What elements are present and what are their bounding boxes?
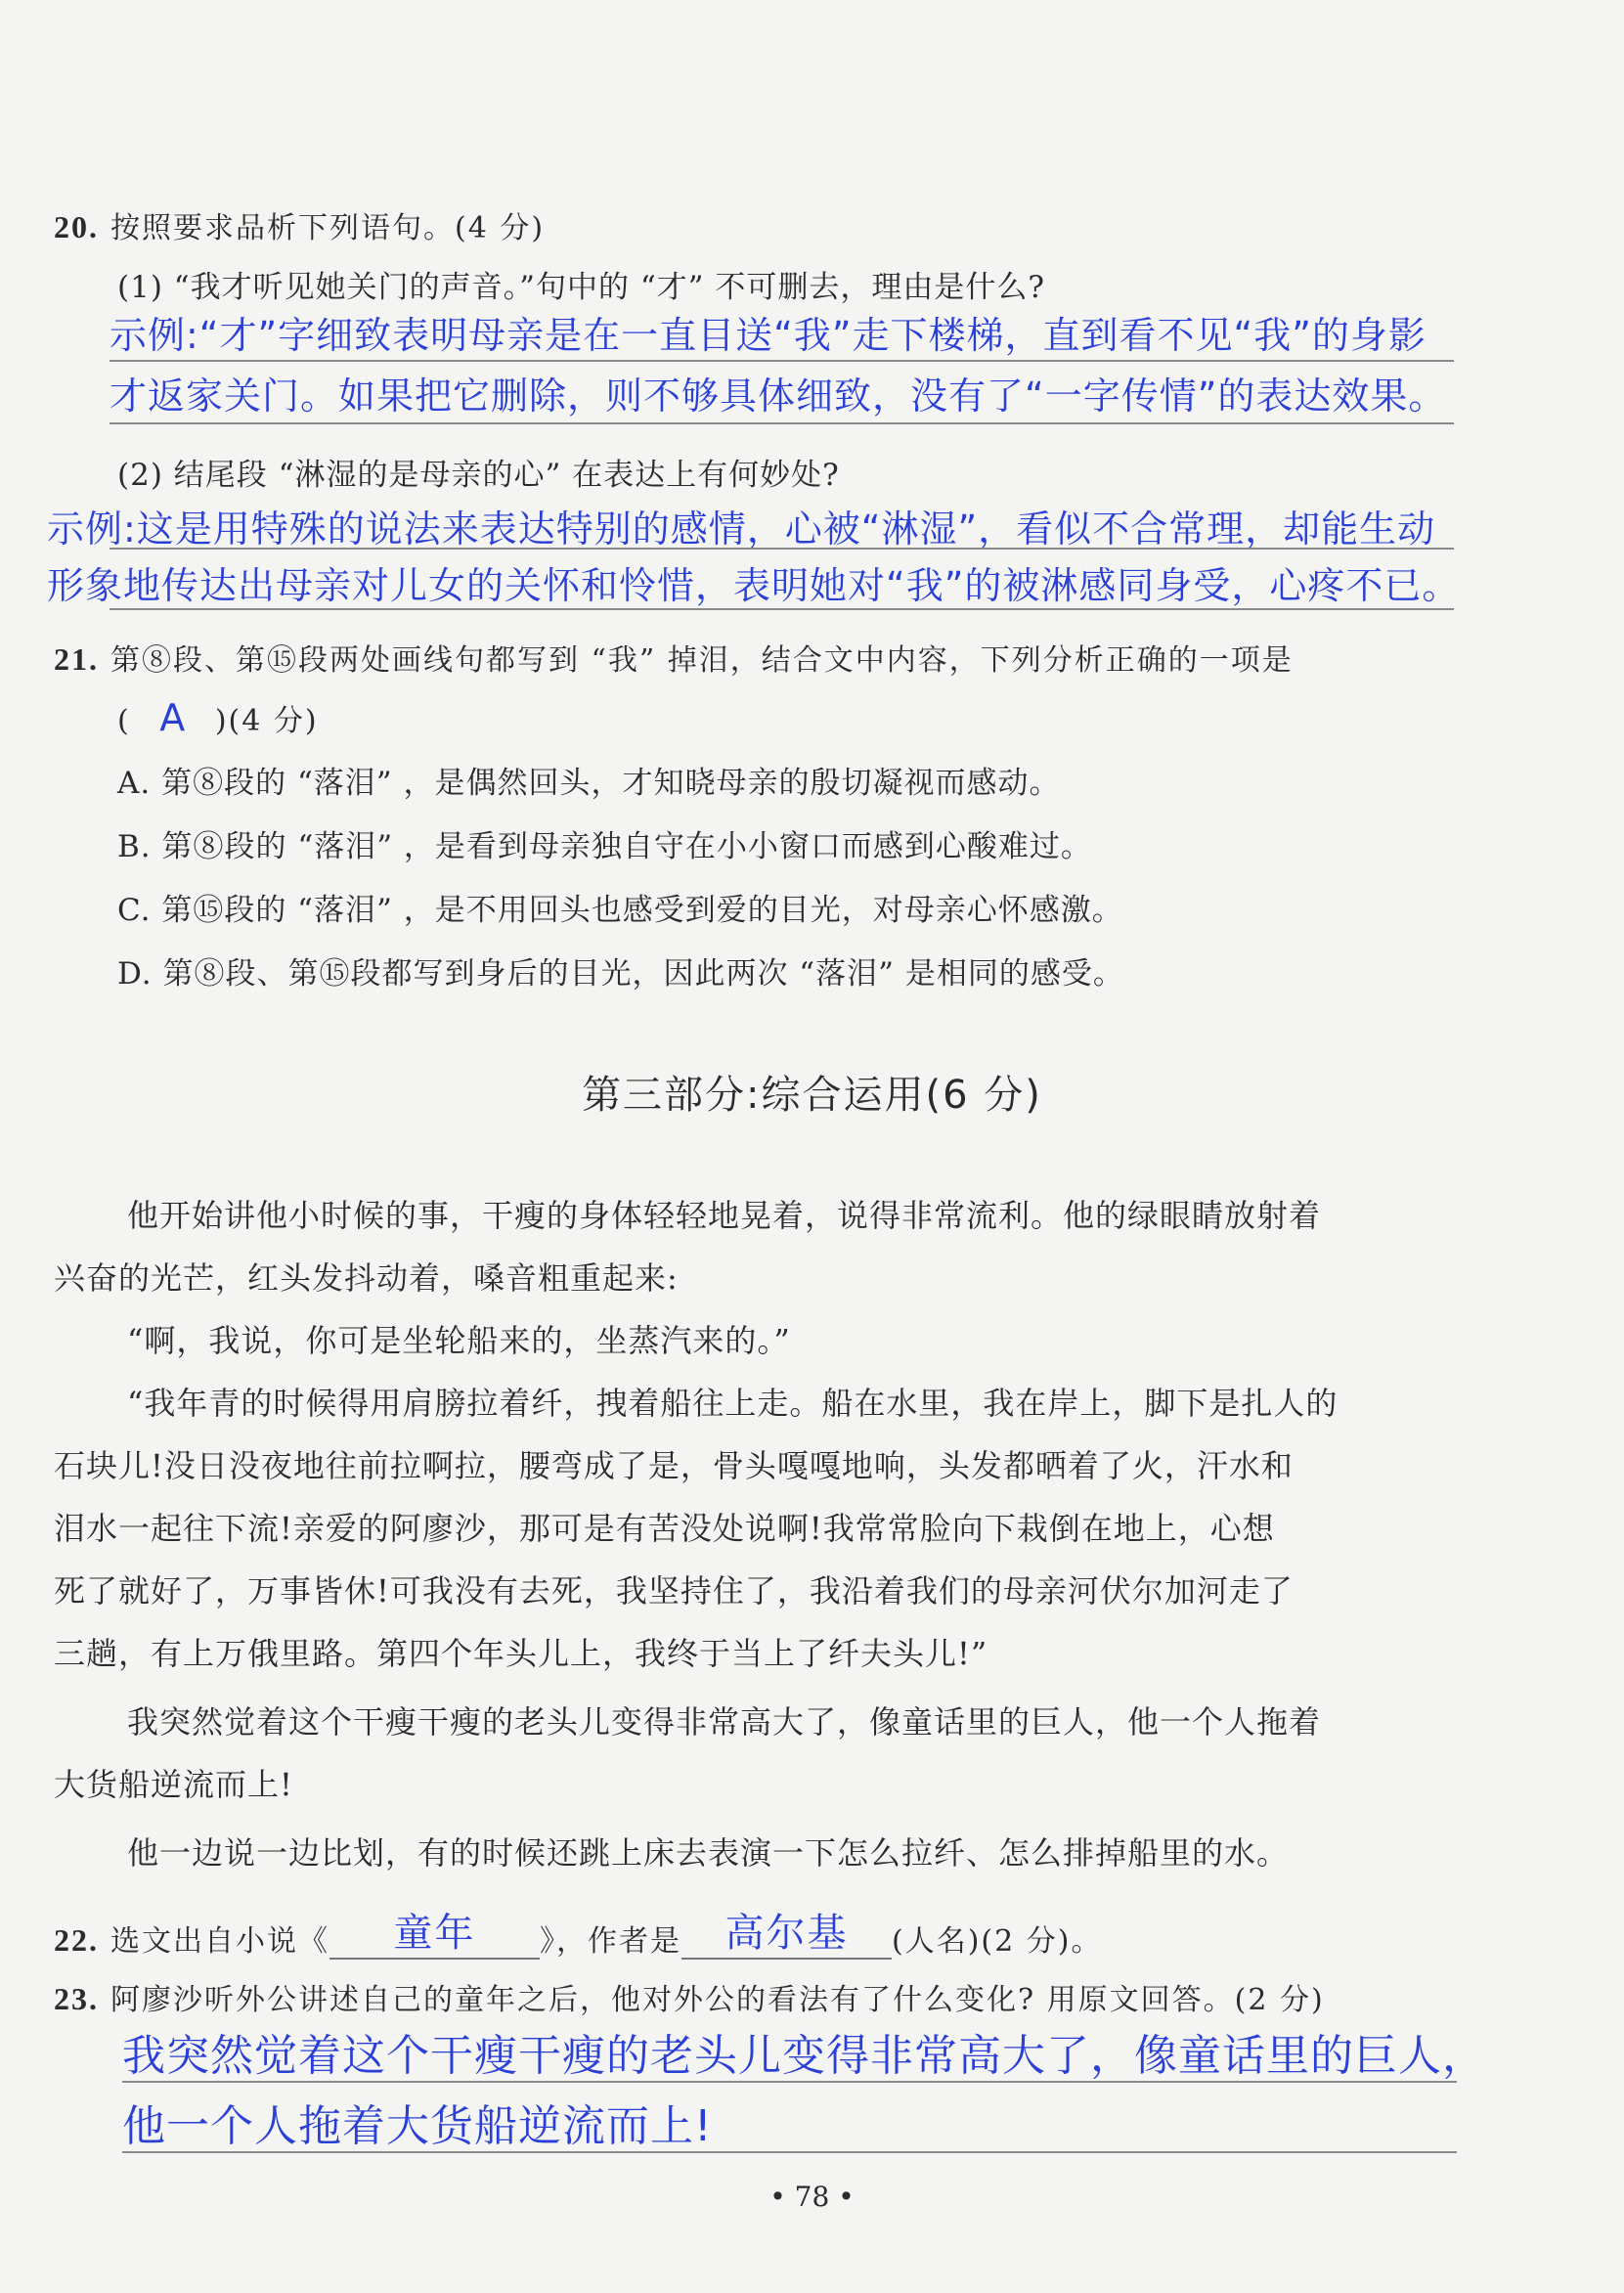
q20-answer1-line1: 示例:“才”字细致表明母亲是在一直目送“我”走下楼梯，直到看不见“我”的身影 (110, 314, 1426, 357)
q23-stem (54, 1975, 1325, 2018)
q21-answer: A (159, 696, 187, 739)
q21-number: 21. (54, 641, 99, 677)
passage-line: 我突然觉着这个干瘦干瘦的老头儿变得非常高大了，像童话里的巨人，他一个人拖着 (127, 1703, 1322, 1741)
q21-option-c: C. 第⑮段的 “落泪” ，是不用回头也感受到爱的目光，对母亲心怀感激。 (117, 893, 1123, 928)
q20-answer2-line1: 示例:这是用特殊的说法来表达特别的感情，心被“淋湿”，看似不合常理，却能生动 (47, 507, 1436, 551)
q20-stem-text: 按照要求品析下列语句。(4 分) (110, 211, 546, 245)
q23-stem-text: 阿廖沙听外公讲述自己的童年之后，他对外公的看法有了什么变化? 用原文回答。(2 分) (110, 1983, 1325, 2017)
q22-text-b: 》，作者是 (540, 1924, 681, 1959)
q22-blank-author (681, 1902, 892, 1960)
q22-text-c: (人名)(2 分)。 (892, 1924, 1103, 1959)
passage-line: 石块儿!没日没夜地往前拉啊拉，腰弯成了是，骨头嘎嘎地响，头发都晒着了火，汗水和 (54, 1447, 1294, 1484)
q21-option-d: D. 第⑧段、第⑮段都写到身后的目光，因此两次 “落泪” 是相同的感受。 (117, 956, 1124, 992)
q23-answer-line1: 我突然觉着这个干瘦干瘦的老头儿变得非常高大了，像童话里的巨人， (122, 2031, 1486, 2081)
passage-line: 泪水一起往下流!亲爱的阿廖沙，那可是有苦没处说啊!我常常脸向下栽倒在地上，心想 (54, 1510, 1275, 1547)
q21-stem-text: 第⑧段、第⑮段两处画线句都写到 “我” 掉泪，结合文中内容，下列分析正确的一项是 (110, 643, 1294, 678)
passage-line: 大货船逆流而上! (54, 1766, 293, 1803)
section-title: 第三部分:综合运用(6 分) (582, 1073, 1042, 1118)
q21-answer-slot (117, 696, 319, 739)
paren-close: )(4 分) (214, 704, 319, 738)
passage-line: 三趟，有上万俄里路。第四个年头儿上，我终于当上了纤夫头儿!” (54, 1635, 988, 1672)
answer-line (110, 608, 1454, 610)
q20-sub2: (2) 结尾段 “淋湿的是母亲的心” 在表达上有何妙处? (117, 458, 840, 493)
answer-line (122, 2081, 1457, 2083)
q22 (54, 1902, 1102, 1960)
answer-line (110, 548, 1454, 550)
paren-open: ( (117, 704, 131, 738)
passage-line: 兴奋的光芒，红头发抖动着，嗓音粗重起来: (54, 1259, 679, 1297)
q20-number: 20. (54, 209, 99, 244)
q22-answer-title: 童年 (393, 1911, 476, 1956)
q20-stem (54, 203, 545, 246)
answer-line (122, 2151, 1457, 2153)
q22-answer-author: 高尔基 (724, 1911, 849, 1956)
answer-line (110, 422, 1454, 424)
q20-answer2-line2: 形象地传达出母亲对儿女的关怀和怜惜，表明她对“我”的被淋感同身受，心疼不已。 (47, 564, 1461, 607)
q22-text-a: 选文出自小说《 (110, 1924, 329, 1959)
q21-option-a: A. 第⑧段的 “落泪” ，是偶然回头，才知晓母亲的殷切凝视而感动。 (117, 766, 1061, 801)
passage-line: “我年青的时候得用肩膀拉着纤，拽着船往上走。船在水里，我在岸上，脚下是扎人的 (127, 1385, 1339, 1422)
q20-sub1: (1) “我才听见她关门的声音。”句中的 “才” 不可删去，理由是什么? (117, 270, 1045, 305)
q22-number: 22. (54, 1922, 99, 1958)
passage-line: “啊，我说，你可是坐轮船来的，坐蒸汽来的。” (127, 1322, 791, 1359)
q22-blank-title (329, 1902, 540, 1960)
q21-stem (54, 636, 1294, 679)
passage-line: 他开始讲他小时候的事，干瘦的身体轻轻地晃着，说得非常流利。他的绿眼睛放射着 (127, 1197, 1322, 1234)
passage-line: 死了就好了，万事皆休!可我没有去死，我坚持住了，我沿着我们的母亲河伏尔加河走了 (54, 1572, 1294, 1610)
q23-number: 23. (54, 1981, 99, 2016)
passage-line: 他一边说一边比划，有的时候还跳上床去表演一下怎么拉纤、怎么排掉船里的水。 (127, 1834, 1290, 1872)
q21-option-b: B. 第⑧段的 “落泪” ，是看到母亲独自守在小小窗口而感到心酸难过。 (117, 829, 1092, 864)
q20-answer1-line2: 才返家关门。如果把它删除，则不够具体细致，没有了“一字传情”的表达效果。 (110, 375, 1447, 418)
page-number: • 78 • (769, 2181, 855, 2213)
answer-line (110, 360, 1454, 362)
q23-answer-line2: 他一个人拖着大货船逆流而上! (122, 2101, 713, 2151)
